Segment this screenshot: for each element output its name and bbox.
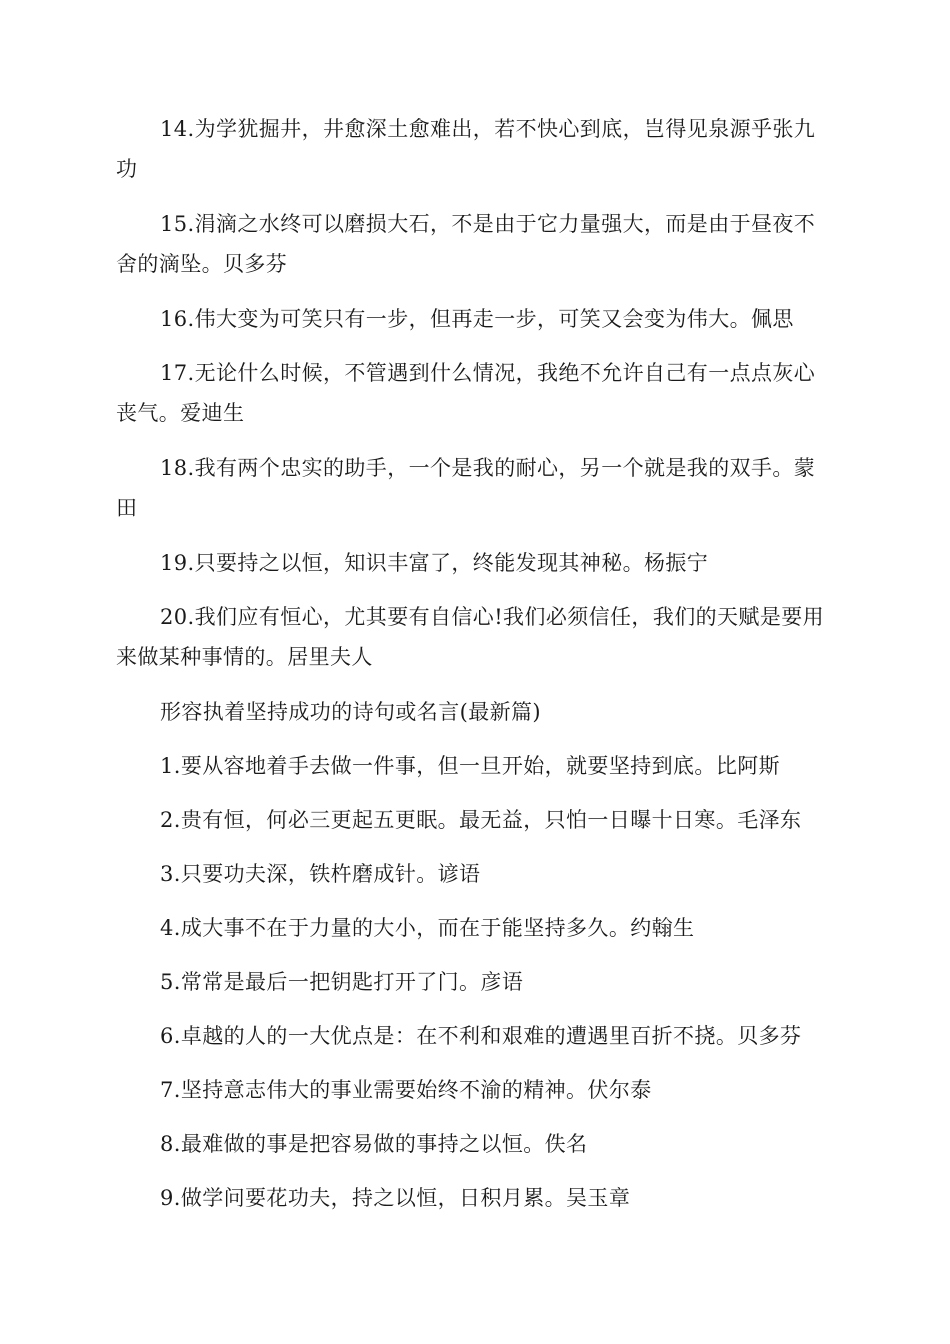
quote-4: 4.成大事不在于力量的大小，而在于能坚持多久。约翰生 (160, 916, 695, 940)
document-body (116, 109, 834, 1232)
quote-3: 3.只要功夫深，铁杵磨成针。谚语 (160, 862, 481, 886)
quote-7: 7.坚持意志伟大的事业需要始终不渝的精神。伏尔泰 (160, 1078, 652, 1102)
quote-2: 2.贵有恒，何必三更起五更眠。最无益，只怕一日曝十日寒。毛泽东 (160, 808, 802, 832)
quote-18: 18.我有两个忠实的助手，一个是我的耐心，另一个就是我的双手。蒙田 (116, 456, 816, 520)
quote-5: 5.常常是最后一把钥匙打开了门。彦语 (160, 970, 524, 994)
section-heading: 形容执着坚持成功的诗句或名言(最新篇) (160, 700, 541, 724)
quote-14: 14.为学犹掘井，井愈深土愈难出，若不快心到底，岂得见泉源乎张九功 (116, 117, 816, 181)
quote-19: 19.只要持之以恒，知识丰富了，终能发现其神秘。杨振宁 (160, 551, 709, 575)
quote-20: 20.我们应有恒心，尤其要有自信心!我们必须信任，我们的天赋是要用来做某种事情的。居里夫人 (116, 605, 825, 669)
quote-1: 1.要从容地着手去做一件事，但一旦开始，就要坚持到底。比阿斯 (160, 754, 781, 778)
quote-6: 6.卓越的人的一大优点是：在不利和艰难的遭遇里百折不挠。贝多芬 (160, 1024, 802, 1048)
quote-9: 9.做学问要花功夫，持之以恒，日积月累。吴玉章 (160, 1186, 631, 1210)
quote-8: 8.最难做的事是把容易做的事持之以恒。佚名 (160, 1132, 588, 1156)
quote-16: 16.伟大变为可笑只有一步，但再走一步，可笑又会变为伟大。佩思 (160, 307, 794, 331)
quote-17: 17.无论什么时候，不管遇到什么情况，我绝不允许自己有一点点灰心丧气。爱迪生 (116, 361, 816, 425)
quote-15: 15.涓滴之水终可以磨损大石，不是由于它力量强大，而是由于昼夜不舍的滴坠。贝多芬 (116, 212, 816, 276)
